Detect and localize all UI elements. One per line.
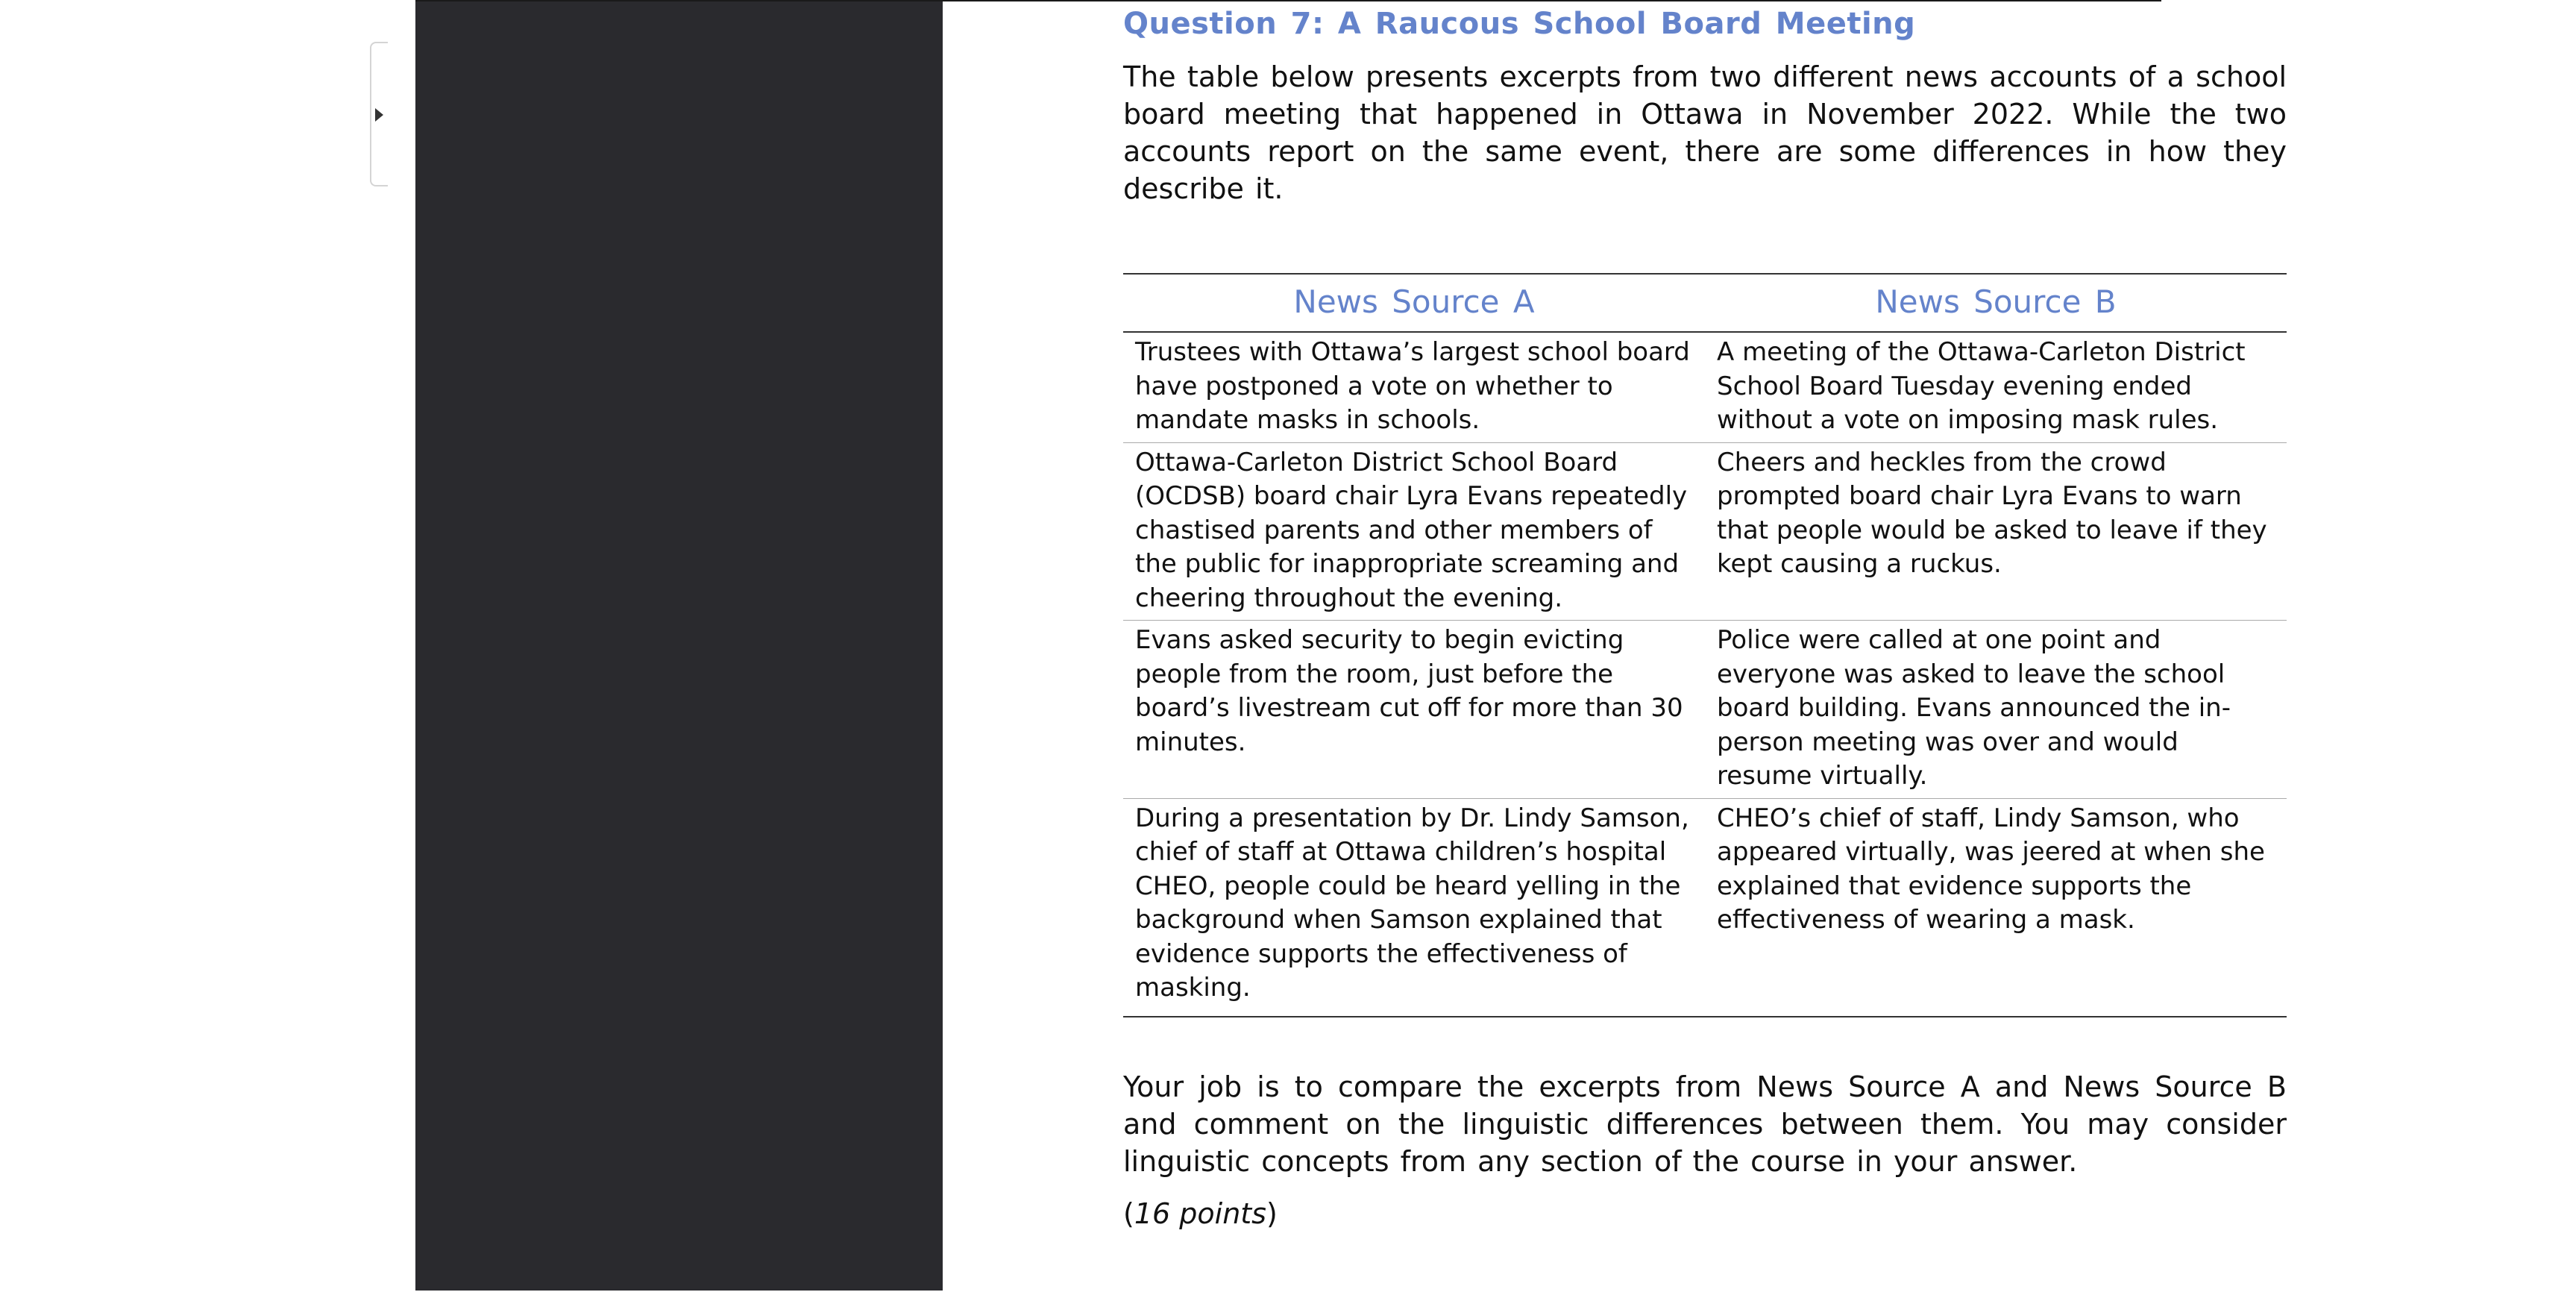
points-value: 16 points: [1134, 1197, 1266, 1230]
source-a-excerpt: Evans asked security to begin evicting people from the room, just before the board’s livestream cut off for more than 30 minutes.: [1123, 621, 1705, 799]
question-title: Question 7: A Raucous School Board Meeting: [1123, 7, 1916, 41]
points-label: (16 points): [1123, 1197, 1278, 1230]
page-content: [1123, 1, 2287, 1261]
document-page: [943, 1, 2464, 1292]
header-news-source-b: News Source B: [1705, 274, 2287, 332]
source-a-excerpt: Trustees with Ottawa’s largest school board have postponed a vote on whether to mandate masks in schools.: [1123, 332, 1705, 442]
source-a-excerpt: Ottawa-Carleton District School Board (OCDSB) board chair Lyra Evans repeatedly chastised parents and other members of the public for inappropriate screaming and cheering throughout the evening.: [1123, 442, 1705, 621]
source-a-excerpt: During a presentation by Dr. Lindy Samson, chief of staff at Ottawa children’s hospital CHEO, people could be heard yelling in the background when Samson explained that evidence supports the effectiveness of masking.: [1135, 803, 1689, 1003]
header-news-source-a: News Source A: [1123, 274, 1705, 332]
task-paragraph: Your job is to compare the excerpts from News Source A and News Source B and comment on the linguistic differences between them. You may consider linguistic concepts from any section of the course in your answer.: [1123, 1070, 2287, 1178]
caret-right-icon: [375, 108, 383, 122]
table-row: [1123, 798, 2287, 1017]
source-b-excerpt: Police were called at one point and everyone was asked to leave the school board building. Evans announced the in-person meeting was over and would resume virtually.: [1705, 621, 2287, 799]
document-viewer[interactable]: [415, 0, 2287, 1291]
intro-paragraph: The table below presents excerpts from two different news accounts of a school board meeting that happened in Ottawa in November 2022. While the two accounts report on the same event, there are some differences in how they describe it.: [1123, 60, 2287, 205]
table-row: [1123, 442, 2287, 621]
sidebar-toggle[interactable]: [370, 42, 388, 186]
news-comparison-table: [1123, 273, 2287, 1017]
source-b-excerpt: A meeting of the Ottawa-Carleton District School Board Tuesday evening ended without a vote on imposing mask rules.: [1705, 332, 2287, 442]
table-row: [1123, 332, 2287, 442]
source-b-excerpt: Cheers and heckles from the crowd prompted board chair Lyra Evans to warn that people would be asked to leave if they kept causing a ruckus.: [1705, 442, 2287, 621]
source-b-excerpt: CHEO’s chief of staff, Lindy Samson, who appeared virtually, was jeered at when she explained that evidence supports the effectiveness of wearing a mask.: [1717, 803, 2265, 935]
table-header-row: [1123, 274, 2287, 332]
table-row: [1123, 621, 2287, 799]
